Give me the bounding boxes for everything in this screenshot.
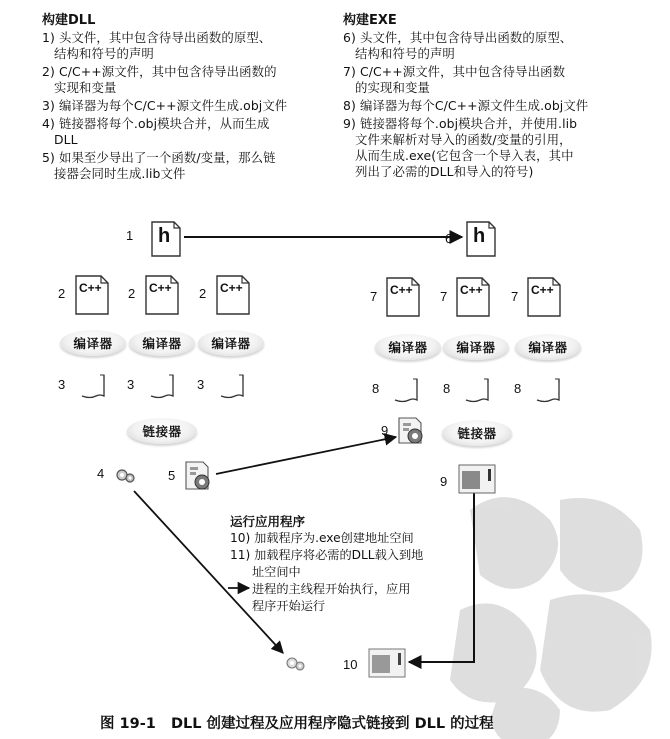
build-exe-title: 构建EXE bbox=[343, 13, 397, 28]
label-1: 1 bbox=[126, 228, 134, 243]
build-dll-step-4-cont: DLL bbox=[54, 132, 78, 147]
obj-file-icon bbox=[149, 372, 175, 400]
label-9a: 9 bbox=[381, 423, 389, 438]
arrow-lib-to-linker bbox=[216, 437, 396, 474]
run-main-thread-cont: 程序开始运行 bbox=[252, 599, 326, 613]
header-letter-exe: h bbox=[473, 225, 486, 247]
run-step-10: 10) 加载程序为.exe创建地址空间 bbox=[230, 531, 414, 545]
obj-file-icon bbox=[80, 372, 106, 400]
build-exe-step-7: 7) C/C++源文件，其中包含待导出函数 bbox=[343, 64, 566, 79]
cpp-file-icon bbox=[215, 274, 251, 316]
header-letter-dll: h bbox=[158, 225, 171, 247]
build-exe-step-6-cont: 结构和符号的声明 bbox=[355, 46, 455, 61]
label-7c: 7 bbox=[511, 289, 519, 304]
run-step-11-cont: 址空间中 bbox=[252, 565, 301, 579]
build-dll-step-5-cont: 接器会同时生成.lib文件 bbox=[54, 166, 186, 181]
cpp-file-icon bbox=[385, 276, 421, 318]
run-step-11: 11) 加载程序将必需的DLL载入到地 bbox=[230, 548, 424, 562]
build-dll-step-3: 3) 编译器为每个C/C++源文件生成.obj文件 bbox=[42, 98, 288, 113]
label-7b: 7 bbox=[440, 289, 448, 304]
cpp-label: C++ bbox=[390, 283, 413, 297]
compiler-pill: 编译器 bbox=[198, 330, 264, 356]
cpp-label: C++ bbox=[149, 281, 172, 295]
label-7a: 7 bbox=[370, 289, 378, 304]
build-exe-step-8: 8) 编译器为每个C/C++源文件生成.obj文件 bbox=[343, 98, 589, 113]
label-2a: 2 bbox=[58, 286, 66, 301]
exe-file-icon bbox=[457, 463, 497, 495]
build-exe-step-9: 9) 链接器将每个.obj模块合并，并使用.lib bbox=[343, 116, 578, 131]
obj-file-icon bbox=[219, 372, 245, 400]
build-dll-step-4: 4) 链接器将每个.obj模块合并，从而生成 bbox=[42, 116, 270, 131]
cpp-label: C++ bbox=[531, 283, 554, 297]
obj-file-icon bbox=[535, 376, 561, 404]
cpp-label: C++ bbox=[220, 281, 243, 295]
label-5: 5 bbox=[168, 468, 176, 483]
linker-pill-dll: 链接器 bbox=[127, 418, 197, 444]
build-exe-step-6: 6) 头文件，其中包含待导出函数的原型、 bbox=[343, 30, 573, 45]
loaded-exe-icon bbox=[367, 647, 407, 679]
label-3b: 3 bbox=[127, 377, 135, 392]
label-6: 6 bbox=[445, 231, 453, 246]
loaded-dll-icon bbox=[283, 650, 311, 674]
header-file-icon-exe bbox=[465, 220, 497, 258]
build-dll-step-2: 2) C/C++源文件，其中包含待导出函数的 bbox=[42, 64, 277, 79]
lib-gear-icon bbox=[183, 459, 215, 493]
compiler-pill: 编译器 bbox=[129, 330, 195, 356]
compiler-pill: 编译器 bbox=[375, 334, 441, 360]
run-app-title: 运行应用程序 bbox=[230, 514, 306, 529]
header-file-icon-dll bbox=[150, 220, 182, 258]
label-3c: 3 bbox=[197, 377, 205, 392]
compiler-pill: 编译器 bbox=[515, 334, 581, 360]
lib-gear-icon bbox=[396, 415, 428, 447]
label-9b: 9 bbox=[440, 474, 448, 489]
cpp-file-icon bbox=[144, 274, 180, 316]
build-dll-title: 构建DLL bbox=[42, 13, 96, 28]
run-app-section bbox=[230, 512, 470, 615]
cpp-label: C++ bbox=[79, 281, 102, 295]
label-10: 10 bbox=[343, 657, 358, 672]
obj-file-icon bbox=[464, 376, 490, 404]
cpp-file-icon bbox=[455, 276, 491, 318]
build-dll-step-1-cont: 结构和符号的声明 bbox=[54, 46, 154, 61]
figure-caption: 图 19-1 DLL 创建过程及应用程序隐式链接到 DLL 的过程 bbox=[100, 716, 494, 732]
build-exe-step-9-cont2: 从而生成.exe(它包含一个导入表，其中 bbox=[355, 148, 574, 163]
dll-file-icon bbox=[113, 461, 141, 487]
linker-pill-exe: 链接器 bbox=[442, 420, 512, 446]
build-exe-step-9-cont1: 文件来解析对导入的函数/变量的引用， bbox=[355, 132, 572, 147]
label-2c: 2 bbox=[199, 286, 207, 301]
build-exe-step-9-cont3: 列出了必需的DLL和导入的符号) bbox=[355, 164, 534, 179]
run-main-thread: 进程的主线程开始执行，应用 bbox=[252, 582, 411, 596]
label-8b: 8 bbox=[443, 381, 451, 396]
label-3a: 3 bbox=[58, 377, 66, 392]
cpp-file-icon bbox=[74, 274, 110, 316]
build-dll-step-2-cont: 实现和变量 bbox=[54, 80, 117, 95]
cpp-label: C++ bbox=[460, 283, 483, 297]
label-8c: 8 bbox=[514, 381, 522, 396]
obj-file-icon bbox=[393, 376, 419, 404]
build-dll-step-1: 1) 头文件，其中包含待导出函数的原型、 bbox=[42, 30, 272, 45]
cpp-file-icon bbox=[526, 276, 562, 318]
compiler-pill: 编译器 bbox=[443, 334, 509, 360]
build-dll-step-5: 5) 如果至少导出了一个函数/变量，那么链 bbox=[42, 150, 276, 165]
label-8a: 8 bbox=[372, 381, 380, 396]
label-4: 4 bbox=[97, 466, 105, 481]
build-exe-step-7-cont: 的实现和变量 bbox=[355, 80, 430, 95]
label-2b: 2 bbox=[128, 286, 136, 301]
compiler-pill: 编译器 bbox=[60, 330, 126, 356]
